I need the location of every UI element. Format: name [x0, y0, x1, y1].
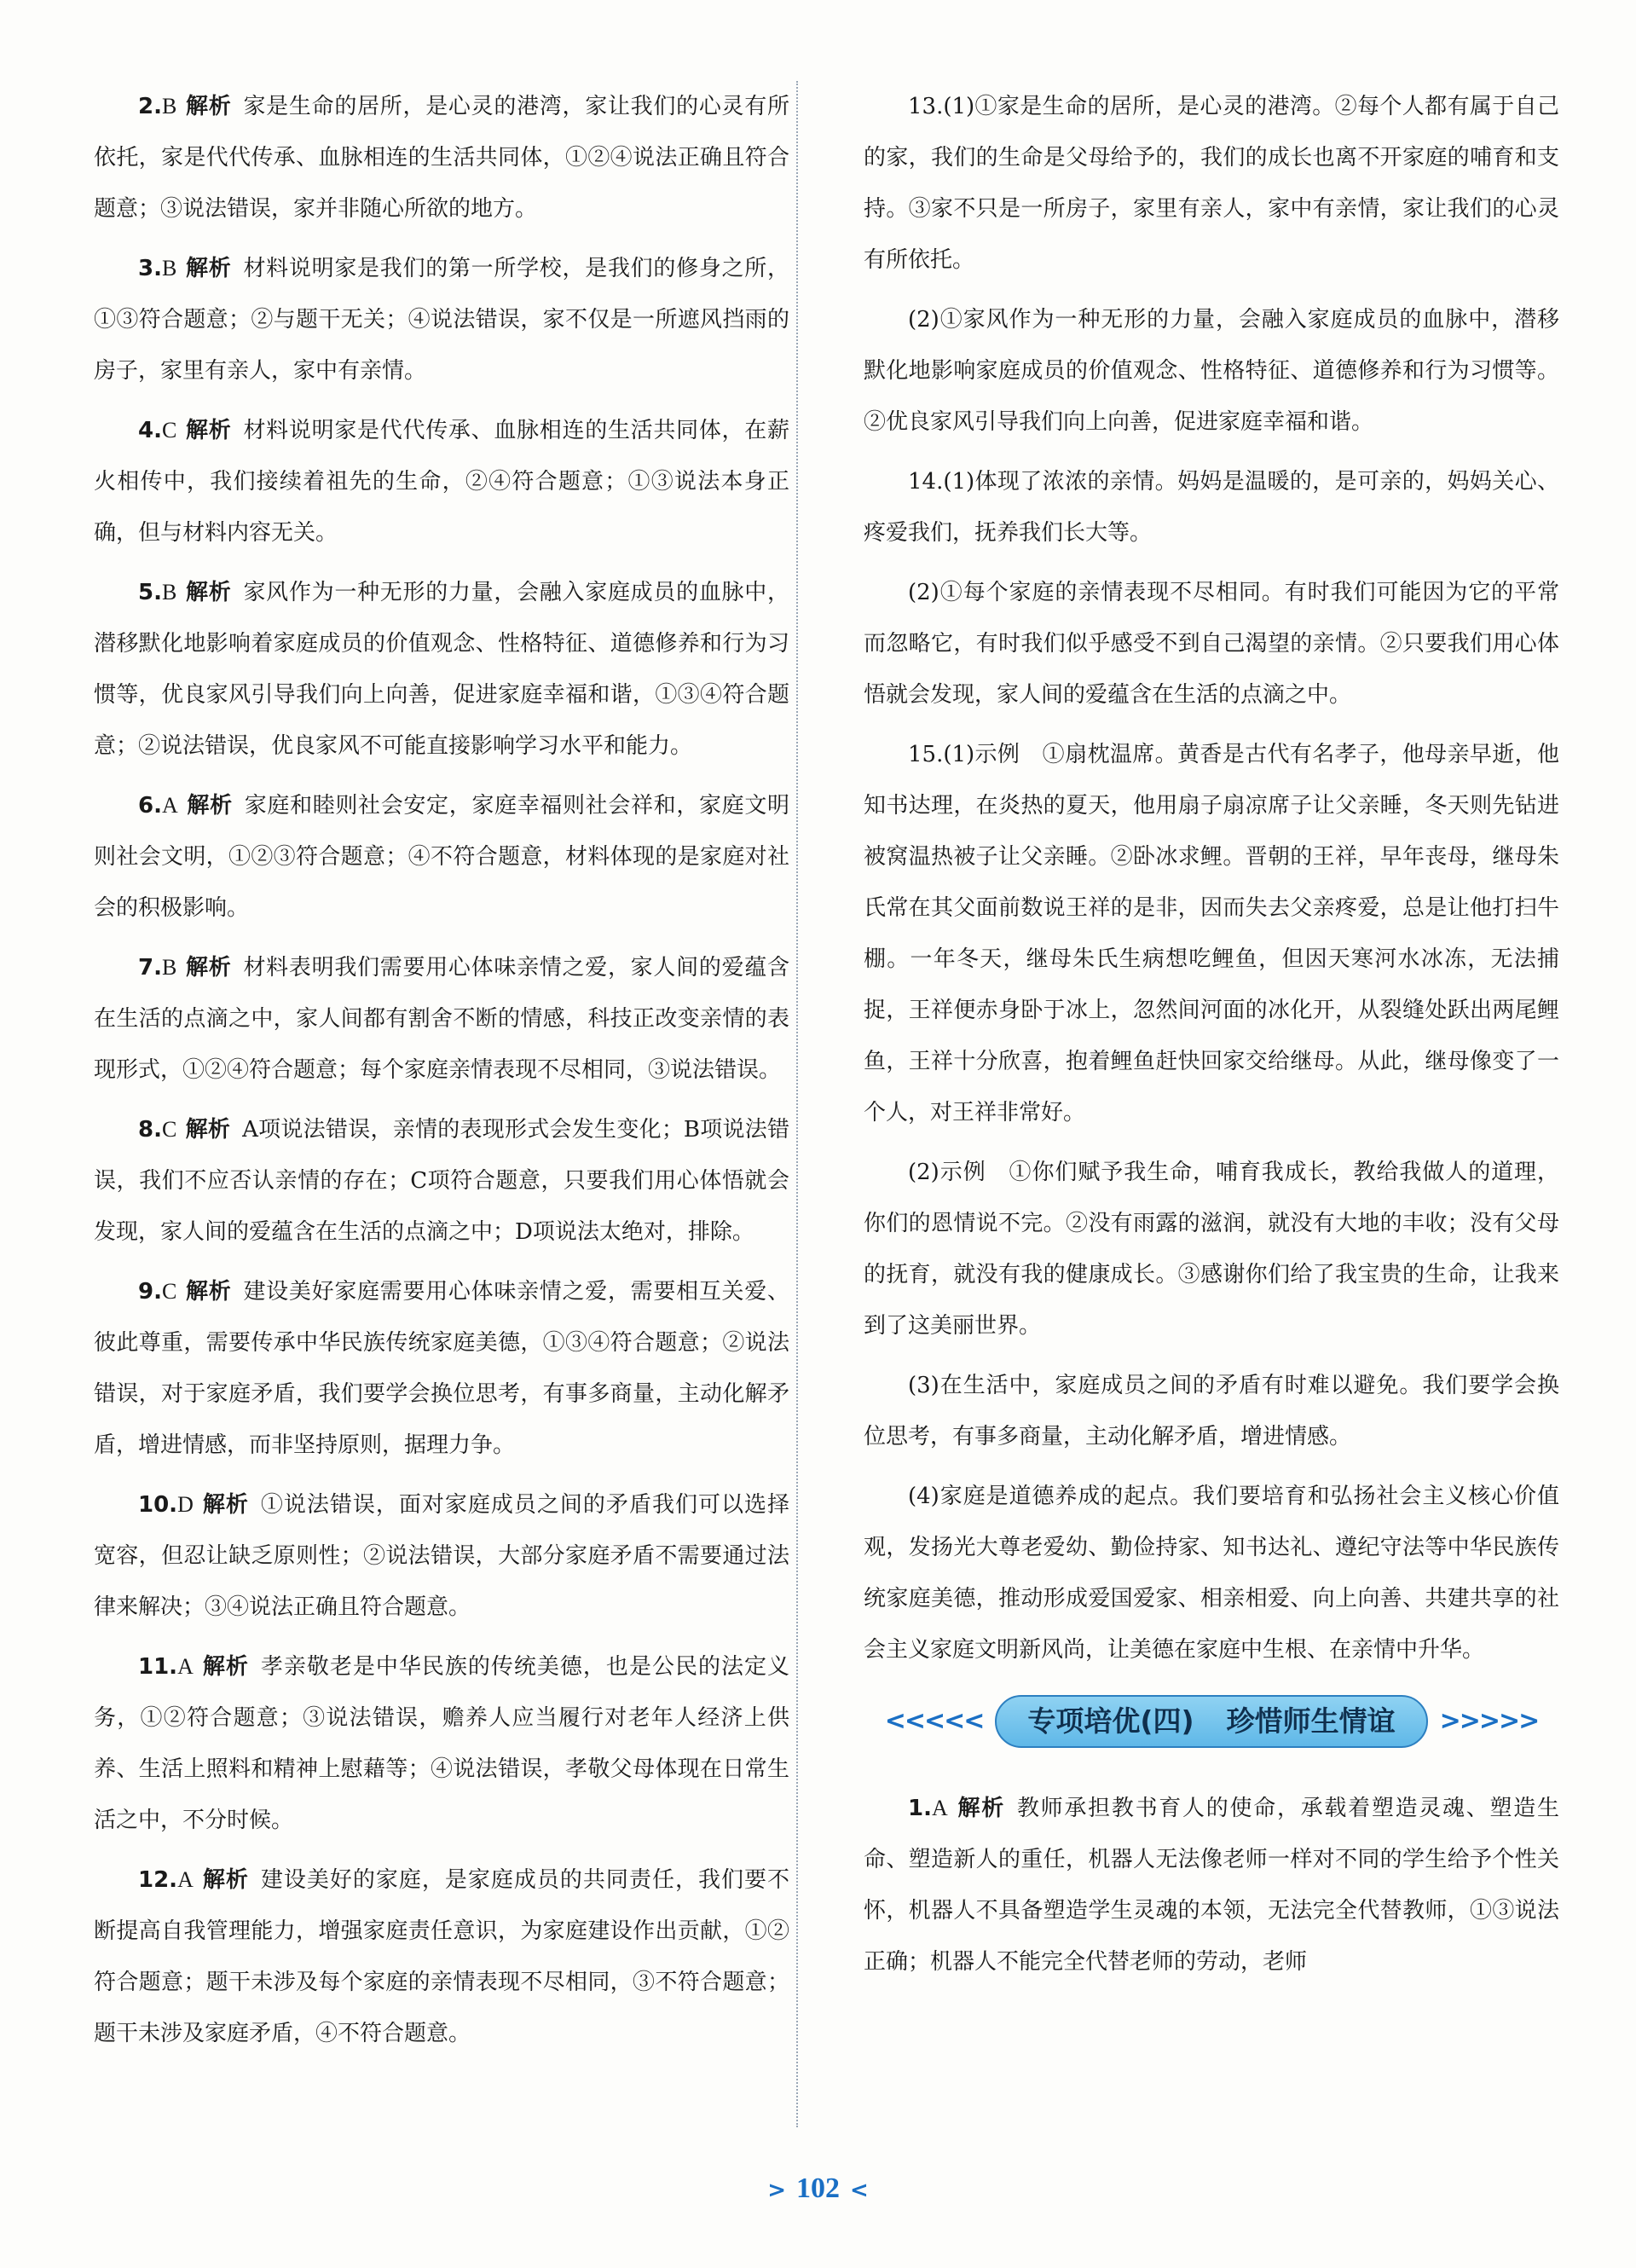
answer-item-4: 4.C 解析 材料说明家是代代传承、血脉相连的生活共同体，在薪火相传中，我们接续着祖先的生命，②④符合题意；①③说法本身正确，但与材料内容无关。	[94, 418, 789, 546]
answer-item-6: 6.A 解析 家庭和睦则社会安定，家庭幸福则社会祥和，家庭文明则社会文明，①②③符合题意；④不符合题意，材料体现的是家庭对社会的积极影响。	[94, 793, 789, 921]
page-number: 102	[796, 2173, 840, 2204]
right-arrows-icon: >>>>>	[1439, 1706, 1539, 1736]
column-divider	[796, 81, 798, 2127]
chevron-right-icon: >	[767, 2178, 786, 2203]
section-subtitle: 珍惜师生情谊	[1226, 1704, 1396, 1738]
left-column	[94, 81, 789, 2068]
answer-item-13-2: (2)①家风作为一种无形的力量，会融入家庭成员的血脉中，潜移默化地影响家庭成员的价值观念、性格特征、道德修养和行为习惯等。②优良家风引导我们向上向善，促进家庭幸福和谐。	[864, 307, 1559, 435]
section-answer-item-1: 1.A 解析 教师承担教书育人的使命，承载着塑造灵魂、塑造生命、塑造新人的重任，机器人无法像老师一样对不同的学生给予个性关怀，机器人不具备塑造学生灵魂的本领，无法完全代替教师，①③说法正确；机器人不能完全代替老师的劳动，老师	[864, 1796, 1559, 1975]
answer-item-12: 12.A 解析 建设美好的家庭，是家庭成员的共同责任，我们要不断提高自我管理能力，增强家庭责任意识，为家庭建设作出贡献，①②符合题意；题干未涉及每个家庭的亲情表现不尽相同，③不符合题意；题干未涉及家庭矛盾，④不符合题意。	[94, 1867, 789, 2046]
answer-item-15-3: (3)在生活中，家庭成员之间的矛盾有时难以避免。我们要学会换位思考，有事多商量，主动化解矛盾，增进情感。	[864, 1373, 1559, 1449]
answer-item-14-1: 14.(1)体现了浓浓的亲情。妈妈是温暖的，是可亲的，妈妈关心、疼爱我们，抚养我们长大等。	[864, 469, 1559, 546]
answer-item-13-1: 13.(1)①家是生命的居所，是心灵的港湾。②每个人都有属于自己的家，我们的生命是父母给予的，我们的成长也离不开家庭的哺育和支持。③家不只是一所房子，家里有亲人，家中有亲情，家让我们的心灵有所依托。	[864, 94, 1559, 273]
answer-item-15-2: (2)示例 ①你们赋予我生命，哺育我成长，教给我做人的道理，你们的恩情说不完。②没有雨露的滋润，就没有大地的丰收；没有父母的抚育，就没有我的健康成长。③感谢你们给了我宝贵的生命，让我来到了这美丽世界。	[864, 1160, 1559, 1339]
right-column	[864, 81, 1559, 1996]
section-banner	[864, 1694, 1559, 1749]
answer-item-8: 8.C 解析 A项说法错误，亲情的表现形式会发生变化；B项说法错误，我们不应否认亲情的存在；C项符合题意，只要我们用心体悟就会发现，家人间的爱蕴含在生活的点滴之中；D项说法太绝对，排除。	[94, 1117, 789, 1245]
answer-item-3: 3.B 解析 材料说明家是我们的第一所学校，是我们的修身之所，①③符合题意；②与题干无关；④说法错误，家不仅是一所遮风挡雨的房子，家里有亲人，家中有亲情。	[94, 256, 789, 384]
answer-item-7: 7.B 解析 材料表明我们需要用心体味亲情之爱，家人间的爱蕴含在生活的点滴之中，家人间都有割舍不断的情感，科技正改变亲情的表现形式，①②④符合题意；每个家庭亲情表现不尽相同，③说法错误。	[94, 955, 789, 1083]
left-arrows-icon: <<<<<	[884, 1706, 984, 1736]
answer-item-15-1: 15.(1)示例 ①扇枕温席。黄香是古代有名孝子，他母亲早逝，他知书达理，在炎热的夏天，他用扇子扇凉席子让父亲睡，冬天则先钻进被窝温热被子让父亲睡。②卧冰求鲤。晋朝的王祥，早年丧母，继母朱氏常在其父面前数说王祥的是非，因而失去父亲疼爱，总是让他打扫牛棚。一年冬天，继母朱氏生病想吃鲤鱼，但因天寒河水冰冻，无法捕捉，王祥便赤身卧于冰上，忽然间河面的冰化开，从裂缝处跃出两尾鲤鱼，王祥十分欣喜，抱着鲤鱼赶快回家交给继母。从此，继母像变了一个人，对王祥非常好。	[864, 742, 1559, 1125]
answer-item-11: 11.A 解析 孝亲敬老是中华民族的传统美德，也是公民的法定义务，①②符合题意；③说法错误，赡养人应当履行对老年人经济上供养、生活上照料和精神上慰藉等；④说法错误，孝敬父母体现在日常生活之中，不分时候。	[94, 1654, 789, 1833]
page-footer	[0, 2173, 1636, 2205]
answer-item-15-4: (4)家庭是道德养成的起点。我们要培育和弘扬社会主义核心价值观，发扬光大尊老爱幼、勤俭持家、知书达礼、遵纪守法等中华民族传统家庭美德，推动形成爱国爱家、相亲相爱、向上向善、共建共享的社会主义家庭文明新风尚，让美德在家庭中生根、在亲情中升华。	[864, 1484, 1559, 1663]
chevron-left-icon: <	[850, 2178, 869, 2203]
answer-item-14-2: (2)①每个家庭的亲情表现不尽相同。有时我们可能因为它的平常而忽略它，有时我们似乎感受不到自己渴望的亲情。②只要我们用心体悟就会发现，家人间的爱蕴含在生活的点滴之中。	[864, 580, 1559, 708]
answer-item-9: 9.C 解析 建设美好家庭需要用心体味亲情之爱，需要相互关爱、彼此尊重，需要传承中华民族传统家庭美德，①③④符合题意；②说法错误，对于家庭矛盾，我们要学会换位思考，有事多商量，主动化解矛盾，增进情感，而非坚持原则，据理力争。	[94, 1279, 789, 1458]
answer-item-10: 10.D 解析 ①说法错误，面对家庭成员之间的矛盾我们可以选择宽容，但忍让缺乏原则性；②说法错误，大部分家庭矛盾不需要通过法律来解决；③④说法正确且符合题意。	[94, 1492, 789, 1620]
section-title-pill	[995, 1695, 1427, 1748]
section-title: 专项培优(四)	[1027, 1704, 1194, 1738]
answer-item-5: 5.B 解析 家风作为一种无形的力量，会融入家庭成员的血脉中，潜移默化地影响着家庭成员的价值观念、性格特征、道德修养和行为习惯等，优良家风引导我们向上向善，促进家庭幸福和谐，①③④符合题意；②说法错误，优良家风不可能直接影响学习水平和能力。	[94, 580, 789, 759]
answer-item-2: 2.B 解析 家是生命的居所，是心灵的港湾，家让我们的心灵有所依托，家是代代传承、血脉相连的生活共同体，①②④说法正确且符合题意；③说法错误，家并非随心所欲的地方。	[94, 94, 789, 222]
